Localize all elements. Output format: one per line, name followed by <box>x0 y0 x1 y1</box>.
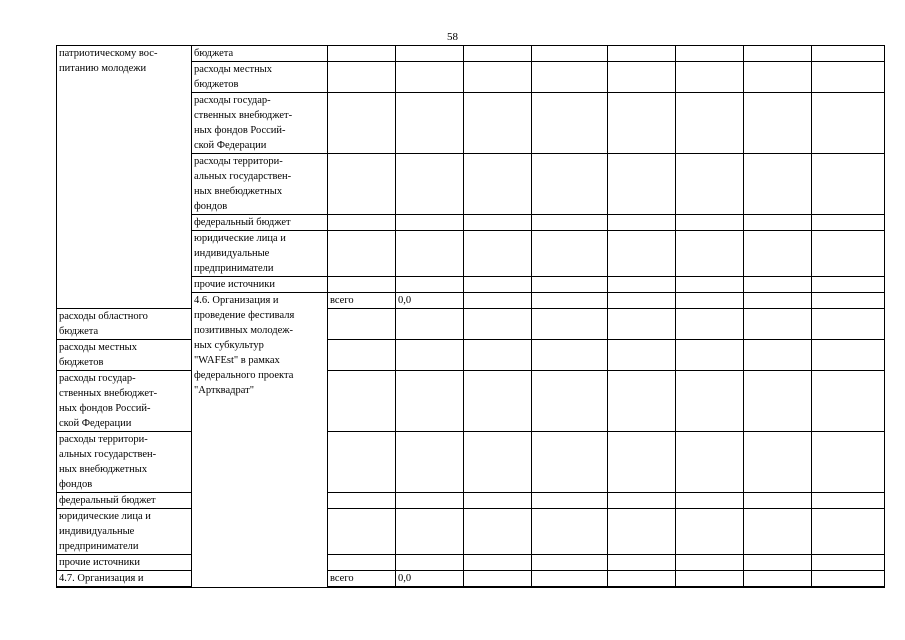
table-row <box>57 371 885 432</box>
value-cell <box>532 555 608 571</box>
funding-source-line: ных фондов Россий- <box>59 403 151 414</box>
value-cell <box>676 571 744 588</box>
funding-source-line: бюджетов <box>194 79 239 90</box>
value-cell <box>608 509 676 555</box>
funding-source-line: предприниматели <box>59 541 139 552</box>
funding-source-line: расходы областного <box>59 311 148 322</box>
funding-source-line: расходы местных <box>194 64 272 75</box>
value-cell <box>676 309 744 340</box>
value-cell <box>608 93 676 154</box>
value-cell <box>812 371 885 432</box>
funding-source-line: предприниматели <box>194 263 274 274</box>
value-cell <box>744 571 812 588</box>
total-value-cell <box>328 555 396 571</box>
value-cell <box>464 571 532 588</box>
value-cell <box>608 432 676 493</box>
value-cell <box>464 371 532 432</box>
event-name-line: проведение фестиваля <box>194 310 295 321</box>
funding-source-line: юридические лица и <box>194 233 286 244</box>
funding-source-line: прочие источники <box>59 557 140 568</box>
value-cell <box>396 46 464 62</box>
funding-source-line: ственных внебюджет- <box>194 110 293 121</box>
table-row <box>57 555 885 571</box>
funding-source-cell <box>192 154 328 215</box>
value-cell <box>676 555 744 571</box>
value-cell <box>676 154 744 215</box>
table-row <box>57 309 885 340</box>
total-value-cell <box>328 215 396 231</box>
funding-source-line: ской Федерации <box>194 140 267 151</box>
value-cell <box>464 340 532 371</box>
funding-source-cell <box>192 277 328 293</box>
value-cell <box>744 432 812 493</box>
value-cell <box>396 340 464 371</box>
value-cell <box>464 493 532 509</box>
value-cell <box>676 46 744 62</box>
value-cell <box>464 555 532 571</box>
funding-source-line: федеральный бюджет <box>194 217 291 228</box>
funding-source-cell <box>192 231 328 277</box>
value-cell <box>532 277 608 293</box>
funding-source-cell <box>57 432 192 493</box>
value-cell <box>396 432 464 493</box>
funding-source-line: ных фондов Россий- <box>194 125 286 136</box>
value-cell <box>608 555 676 571</box>
value-cell <box>676 340 744 371</box>
value-cell <box>744 555 812 571</box>
value-cell <box>464 215 532 231</box>
value-cell <box>744 309 812 340</box>
value-cell <box>608 277 676 293</box>
total-value-cell <box>328 46 396 62</box>
value-cell <box>396 215 464 231</box>
total-value-cell <box>328 62 396 93</box>
total-value-cell <box>328 371 396 432</box>
page-number: 58 <box>447 31 458 43</box>
funding-source-line: бюджета <box>59 326 99 337</box>
event-name-line: питанию молодежи <box>59 63 147 74</box>
value-cell <box>396 154 464 215</box>
value-cell <box>676 293 744 309</box>
funding-source-line: расходы территори- <box>59 434 148 445</box>
total-value-cell <box>328 309 396 340</box>
value-cell <box>532 509 608 555</box>
value-cell <box>812 46 885 62</box>
table-row <box>57 340 885 371</box>
value-cell <box>608 371 676 432</box>
total-value-cell <box>328 493 396 509</box>
value-cell <box>812 509 885 555</box>
value-cell <box>676 509 744 555</box>
funding-source-cell <box>57 340 192 371</box>
total-value-cell <box>328 509 396 555</box>
value-cell <box>396 231 464 277</box>
funding-source-cell <box>57 509 192 555</box>
table-row <box>57 571 885 588</box>
value-cell <box>532 46 608 62</box>
funding-source-cell <box>57 371 192 432</box>
table-row <box>57 432 885 493</box>
funding-source-line: ных внебюджетных <box>194 186 283 197</box>
value-cell <box>396 509 464 555</box>
value-cell <box>464 277 532 293</box>
funding-source-cell <box>192 93 328 154</box>
total-value-cell <box>328 340 396 371</box>
value-cell <box>532 293 608 309</box>
event-name-cell <box>192 293 328 588</box>
value-cell <box>812 340 885 371</box>
funding-source-line: расходы территори- <box>194 156 283 167</box>
value-cell <box>812 432 885 493</box>
event-name-line: 4.7. Организация и <box>59 573 144 584</box>
event-name-line: 4.6. Организация и <box>194 295 279 306</box>
value-cell <box>812 215 885 231</box>
value-cell <box>812 62 885 93</box>
value-cell <box>812 571 885 588</box>
value-cell <box>812 555 885 571</box>
value-cell <box>532 371 608 432</box>
value-cell <box>744 46 812 62</box>
value-cell <box>464 231 532 277</box>
value-cell <box>532 231 608 277</box>
funding-source-line: индивидуальные <box>194 248 270 259</box>
table-row <box>57 493 885 509</box>
funding-source-line: бюджетов <box>59 357 104 368</box>
funding-source-line: юридические лица и <box>59 511 151 522</box>
event-name-line: "Артквадрат" <box>194 385 255 396</box>
value-cell <box>676 231 744 277</box>
value-cell <box>744 509 812 555</box>
funding-source-line: фондов <box>59 479 93 490</box>
value-cell <box>532 215 608 231</box>
value-cell <box>532 93 608 154</box>
value-cell <box>812 231 885 277</box>
value-cell <box>676 62 744 93</box>
total-value-cell <box>328 93 396 154</box>
funding-source-cell <box>57 309 192 340</box>
value-cell <box>464 432 532 493</box>
value-cell <box>744 231 812 277</box>
value-cell <box>464 309 532 340</box>
value-cell <box>608 309 676 340</box>
funding-source-line: расходы местных <box>59 342 137 353</box>
funding-source-cell <box>57 493 192 509</box>
value-cell <box>744 293 812 309</box>
total-value-cell <box>328 432 396 493</box>
value-cell <box>608 62 676 93</box>
funding-table <box>56 45 885 588</box>
total-value-cell <box>328 154 396 215</box>
event-name-cell <box>57 46 192 309</box>
value-cell <box>812 293 885 309</box>
value-cell <box>464 154 532 215</box>
value-cell <box>396 62 464 93</box>
value-cell <box>608 154 676 215</box>
value-cell <box>608 493 676 509</box>
value-cell <box>396 493 464 509</box>
funding-source-cell <box>328 293 396 309</box>
value-cell <box>532 309 608 340</box>
funding-source-line: расходы государ- <box>194 95 271 106</box>
value-cell <box>608 571 676 588</box>
value-cell <box>812 277 885 293</box>
event-name-line: патриотическому вос- <box>59 48 158 59</box>
funding-source-line: ных внебюджетных <box>59 464 148 475</box>
funding-source-cell <box>192 62 328 93</box>
funding-source-line: альных государствен- <box>194 171 292 182</box>
value-cell <box>464 509 532 555</box>
funding-source-line: прочие источники <box>194 279 275 290</box>
value-cell <box>676 277 744 293</box>
value-cell <box>396 277 464 293</box>
value-cell <box>608 215 676 231</box>
value-cell <box>812 93 885 154</box>
value-cell <box>532 571 608 588</box>
total-value-cell <box>328 277 396 293</box>
funding-source-line: расходы государ- <box>59 373 136 384</box>
value-cell <box>676 215 744 231</box>
value-cell <box>744 493 812 509</box>
value-cell <box>676 432 744 493</box>
table-row <box>57 509 885 555</box>
value-cell <box>396 309 464 340</box>
total-value-cell: 0,0 <box>396 293 464 309</box>
value-cell <box>676 371 744 432</box>
value-cell <box>744 215 812 231</box>
value-cell <box>744 277 812 293</box>
value-cell <box>532 432 608 493</box>
funding-source-line: ственных внебюджет- <box>59 388 158 399</box>
value-cell <box>812 309 885 340</box>
value-cell <box>812 493 885 509</box>
event-name-line: "WAFEst" в рамках <box>194 355 280 366</box>
funding-source-cell <box>192 46 328 62</box>
value-cell <box>396 555 464 571</box>
value-cell <box>532 62 608 93</box>
value-cell <box>676 493 744 509</box>
value-cell <box>396 371 464 432</box>
funding-source-cell <box>328 571 396 588</box>
value-cell <box>744 93 812 154</box>
value-cell <box>464 46 532 62</box>
value-cell <box>608 293 676 309</box>
total-value-cell <box>328 231 396 277</box>
value-cell <box>464 93 532 154</box>
event-name-line: федерального проекта <box>194 370 294 381</box>
value-cell <box>396 93 464 154</box>
value-cell <box>744 340 812 371</box>
value-cell <box>464 293 532 309</box>
event-name-cell <box>57 571 192 588</box>
event-name-line: ных субкультур <box>194 340 264 351</box>
funding-source-line: всего <box>330 295 354 306</box>
value-cell <box>532 154 608 215</box>
value-cell <box>532 493 608 509</box>
value-cell <box>532 340 608 371</box>
table-row <box>57 46 885 62</box>
value-cell <box>608 231 676 277</box>
funding-source-line: бюджета <box>194 48 234 59</box>
funding-source-line: федеральный бюджет <box>59 495 156 506</box>
value-cell <box>676 93 744 154</box>
funding-source-line: альных государствен- <box>59 449 157 460</box>
funding-source-line: фондов <box>194 201 228 212</box>
event-name-line: позитивных молодеж- <box>194 325 294 336</box>
value-cell <box>744 62 812 93</box>
total-value-cell: 0,0 <box>396 571 464 588</box>
value-cell <box>812 154 885 215</box>
funding-source-cell <box>57 555 192 571</box>
value-cell <box>464 62 532 93</box>
funding-source-cell <box>192 215 328 231</box>
value-cell <box>608 340 676 371</box>
value-cell <box>744 371 812 432</box>
value-cell <box>608 46 676 62</box>
funding-source-line: всего <box>330 573 354 584</box>
funding-source-line: индивидуальные <box>59 526 135 537</box>
funding-source-line: ской Федерации <box>59 418 132 429</box>
value-cell <box>744 154 812 215</box>
